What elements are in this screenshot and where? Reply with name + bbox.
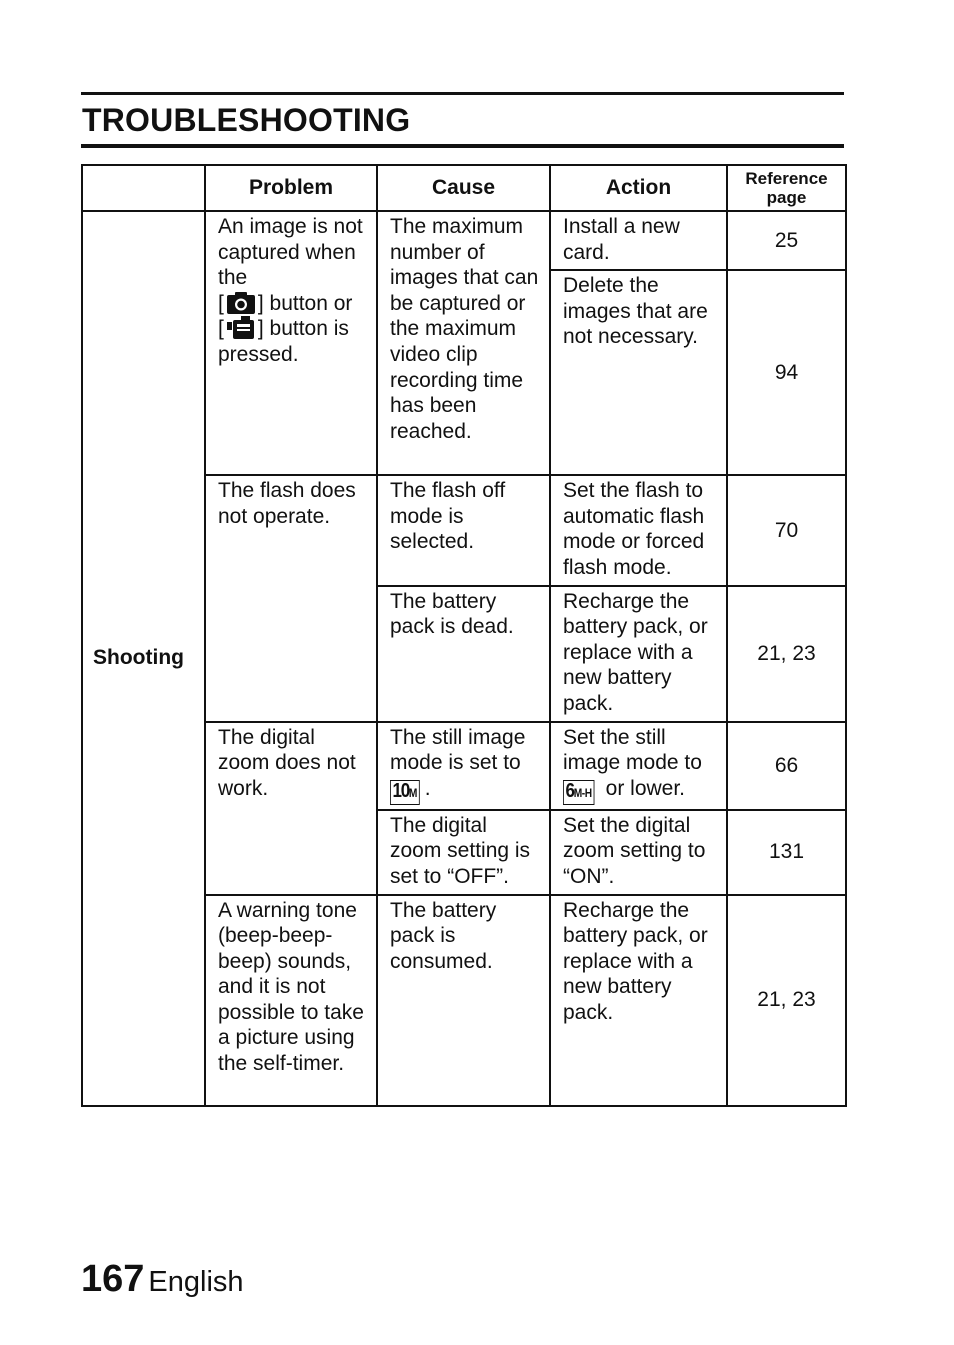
action-cell: Delete the images that are not necessary. <box>550 270 727 475</box>
problem-cell: The digital zoom does not work. <box>205 722 377 895</box>
reference-page-cell: 131 <box>727 810 846 895</box>
problem-text: ] button is pressed. <box>218 317 349 366</box>
action-text-end: or lower. <box>605 776 686 800</box>
page-number: 167 <box>81 1258 145 1300</box>
video-camera-icon <box>226 316 256 340</box>
reference-page-cell: 25 <box>727 211 846 270</box>
cause-cell: The battery pack is dead. <box>377 586 550 722</box>
title-bottom-rule <box>81 144 844 148</box>
troubleshooting-table <box>81 164 847 1107</box>
category-cell: Shooting <box>82 211 205 1106</box>
header-reference-page: Reference page <box>727 165 846 211</box>
problem-text: ] button or <box>257 291 353 315</box>
cause-cell: The battery pack is consumed. <box>377 895 550 1106</box>
cause-cell <box>377 722 550 810</box>
header-problem: Problem <box>205 165 377 211</box>
reference-page-cell: 94 <box>727 270 846 475</box>
bracket-open: [ <box>218 291 224 315</box>
cause-cell: The maximum number of images that can be captured or the maximum video clip recording time has been reached. <box>377 211 550 475</box>
page-title: TROUBLESHOOTING <box>82 102 411 138</box>
action-cell: Set the digital zoom setting to “ON”. <box>550 810 727 895</box>
reference-page-cell: 66 <box>727 722 846 810</box>
reference-page-cell: 21, 23 <box>727 586 846 722</box>
action-cell: Recharge the battery pack, or replace with a new battery pack. <box>550 586 727 722</box>
action-cell <box>550 722 727 810</box>
table-header-row <box>82 165 846 211</box>
problem-text: An image is not captured when the <box>218 215 363 290</box>
header-cause: Cause <box>377 165 550 211</box>
problem-cell: The flash does not operate. <box>205 475 377 721</box>
header-category <box>82 165 205 211</box>
image-mode-10m-icon: 10M <box>390 780 420 805</box>
problem-cell: A warning tone (beep-beep-beep) sounds, and it is not possible to take a picture using the self-timer. <box>205 895 377 1106</box>
action-cell: Set the flash to automatic flash mode or forced flash mode. <box>550 475 727 585</box>
reference-page-cell: 70 <box>727 475 846 585</box>
reference-page-cell: 21, 23 <box>727 895 846 1106</box>
camera-icon <box>226 291 256 315</box>
problem-cell <box>205 211 377 475</box>
page-language: English <box>148 1266 244 1298</box>
action-cell: Recharge the battery pack, or replace with a new battery pack. <box>550 895 727 1106</box>
cause-cell: The digital zoom setting is set to “OFF”. <box>377 810 550 895</box>
title-top-rule <box>81 92 844 95</box>
action-cell: Install a new card. <box>550 211 727 270</box>
table-row <box>82 211 846 270</box>
header-action: Action <box>550 165 727 211</box>
cause-text-end: . <box>424 776 431 800</box>
bracket-open: [ <box>218 317 224 341</box>
image-mode-6m-h-icon: 6M-H <box>563 780 594 805</box>
action-text: Set the still image mode to <box>563 725 702 775</box>
cause-cell: The flash off mode is selected. <box>377 475 550 585</box>
page-footer <box>81 1258 244 1301</box>
cause-text: The still image mode is set to <box>390 725 526 775</box>
